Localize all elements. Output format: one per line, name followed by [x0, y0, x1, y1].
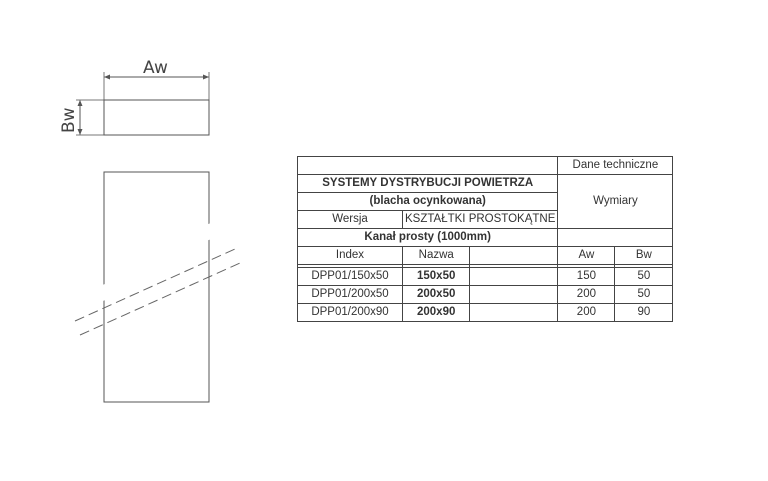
bw-arrow-top	[78, 100, 83, 106]
spec-table	[297, 156, 673, 322]
row-aw: 150	[558, 268, 615, 286]
col-header-index: Index	[298, 247, 403, 265]
row-aw: 200	[558, 304, 615, 322]
aw-dimension-label: Aw	[143, 58, 168, 78]
row-bw: 50	[615, 286, 673, 304]
wersja-label: Wersja	[298, 211, 403, 229]
break-gap	[58, 211, 238, 323]
product-title: Kanał prosty (1000mm)	[298, 229, 558, 247]
table-row	[298, 286, 673, 304]
table-row	[298, 268, 673, 286]
col-header-nazwa: Nazwa	[403, 247, 470, 265]
row-bw: 50	[615, 268, 673, 286]
header-wymiary: Wymiary	[558, 175, 673, 229]
row-aw: 200	[558, 286, 615, 304]
row-index: DPP01/150x50	[298, 268, 403, 286]
wersja-value: KSZTAŁTKI PROSTOKĄTNE	[403, 211, 558, 229]
title-line1: SYSTEMY DYSTRYBUCJI POWIETRZA	[298, 175, 558, 193]
duct-cross-section	[104, 100, 209, 135]
col-header-aw: Aw	[558, 247, 615, 265]
row-index: DPP01/200x50	[298, 286, 403, 304]
header-dane-techniczne: Dane techniczne	[558, 157, 673, 175]
col-header-bw: Bw	[615, 247, 673, 265]
row-bw: 90	[615, 304, 673, 322]
row-index: DPP01/200x90	[298, 304, 403, 322]
title-line2: (blacha ocynkowana)	[298, 193, 558, 211]
table-row	[298, 304, 673, 322]
row-nazwa: 200x90	[403, 304, 470, 322]
row-nazwa: 150x50	[403, 268, 470, 286]
aw-arrow-right	[203, 75, 209, 80]
row-nazwa: 200x50	[403, 286, 470, 304]
bw-dimension-label: Bw	[59, 107, 79, 133]
aw-arrow-left	[104, 75, 110, 80]
